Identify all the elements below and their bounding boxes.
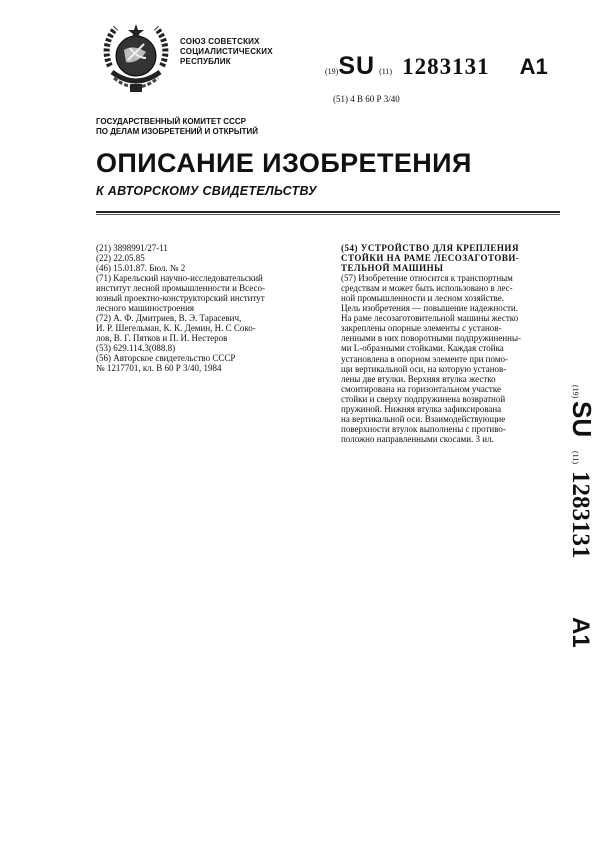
abstract-line: ленными в них поворотными подпружиненны- <box>341 333 521 344</box>
biblio-line: (46) 15.01.87. Бюл. № 2 <box>96 263 186 273</box>
abstract-column <box>341 243 556 444</box>
abstract-line: ми L-образными стойками. Каждая стойка <box>341 343 504 354</box>
document-title: ОПИСАНИЕ ИЗОБРЕТЕНИЯ <box>96 148 472 178</box>
biblio-line: (56) Авторское свидетельство СССР <box>96 353 236 363</box>
invention-title-line: (54) УСТРОЙСТВО ДЛЯ КРЕПЛЕНИЯ <box>341 243 519 253</box>
patent-number: 1283131 <box>402 54 490 79</box>
abstract-line: закреплены опорные элементы с установ- <box>341 323 502 334</box>
abstract-line: положно направленными скосами. 3 ил. <box>341 433 494 444</box>
abstract-line: ной промышленности и лесном хозяйстве. <box>341 293 504 304</box>
ussr-line: СОЦИАЛИСТИЧЕСКИХ <box>180 47 273 56</box>
committee-line: ГОСУДАРСТВЕННЫЙ КОМИТЕТ СССР <box>96 117 246 126</box>
vertical-patent-label <box>565 385 595 655</box>
country-code: SU <box>338 52 376 80</box>
vertical-country-code: SU <box>567 401 595 438</box>
abstract-line: На раме лесозаготовительной машины жестко <box>341 313 519 324</box>
abstract-line: Цель изобретения — повышение надежности. <box>341 303 518 314</box>
ussr-line: СОЮЗ СОВЕТСКИХ <box>180 37 260 46</box>
invention-title-line: ТЕЛЬНОЙ МАШИНЫ <box>341 263 444 274</box>
abstract-line: на вертикальной оси. Взаимодействующие <box>341 413 506 424</box>
vertical-kind-code: A1 <box>567 617 594 648</box>
biblio-line: № 1217701, кл. В 60 Р 3/40, 1984 <box>96 363 222 373</box>
kind-code: A1 <box>519 54 548 79</box>
biblio-line: (53) 629.114.3(088.8) <box>96 343 176 353</box>
document-subtitle: К АВТОРСКОМУ СВИДЕТЕЛЬСТВУ <box>96 184 317 198</box>
ussr-emblem-icon <box>100 20 172 100</box>
abstract-line: средствам и может быть использовано в лес- <box>341 283 513 294</box>
abstract-line: стойки и сверху подпружинена возвратной <box>341 393 506 404</box>
ussr-name-block <box>180 37 273 67</box>
biblio-line: лесного машиностроения <box>96 303 195 313</box>
biblio-line: (71) Карельский научно-исследовательский <box>96 273 263 283</box>
biblio-line: институт лесной промышленности и Всесо- <box>96 283 266 293</box>
abstract-line: пружиной. Нижняя втулка зафиксирована <box>341 403 502 414</box>
biblio-line: И. Р. Шегельман, К. К. Демин, Н. С Соко- <box>96 323 256 333</box>
biblio-line: (22) 22.05.85 <box>96 253 145 263</box>
committee-name <box>96 117 258 137</box>
ipc-classification: (51) 4 В 60 Р 3/40 <box>333 94 400 104</box>
divider <box>96 214 560 215</box>
abstract-line: щи вертикальной оси, на которую установ- <box>341 363 507 374</box>
abstract-line: лены две втулки. Верхняя втулка жестко <box>341 373 496 384</box>
biblio-line: (21) 3898991/27-11 <box>96 243 168 253</box>
code-11: (11) <box>379 67 393 76</box>
biblio-line: лов, В. Г. Пятков и П. И. Нестеров <box>96 333 228 343</box>
committee-line: ПО ДЕЛАМ ИЗОБРЕТЕНИЙ И ОТКРЫТИЙ <box>96 127 259 136</box>
abstract-line: смонтирована на горизонтальном участке <box>341 383 502 394</box>
biblio-line: юзный проектно-конструкторский институт <box>96 293 265 303</box>
divider <box>96 211 560 213</box>
invention-title-line: СТОЙКИ НА РАМЕ ЛЕСОЗАГОТОВИ- <box>341 253 520 264</box>
abstract-line: установлена в опорном элементе при помо- <box>341 353 509 364</box>
vertical-patent-number: 1283131 <box>567 471 594 559</box>
code-19: (19) <box>325 67 339 76</box>
vertical-code-19: (19) <box>571 385 580 399</box>
vertical-code-11: (11) <box>571 451 580 465</box>
ussr-line: РЕСПУБЛИК <box>180 57 231 66</box>
abstract-line: поверхности втулок выполнены с противо- <box>341 423 506 434</box>
biblio-line: (72) А. Ф. Дмитриев, В. Э. Тарасевич, <box>96 313 242 323</box>
abstract-line: (57) Изобретение относится к транспортным <box>341 273 513 284</box>
patent-identifier <box>325 52 548 81</box>
bibliographic-data <box>96 243 320 373</box>
